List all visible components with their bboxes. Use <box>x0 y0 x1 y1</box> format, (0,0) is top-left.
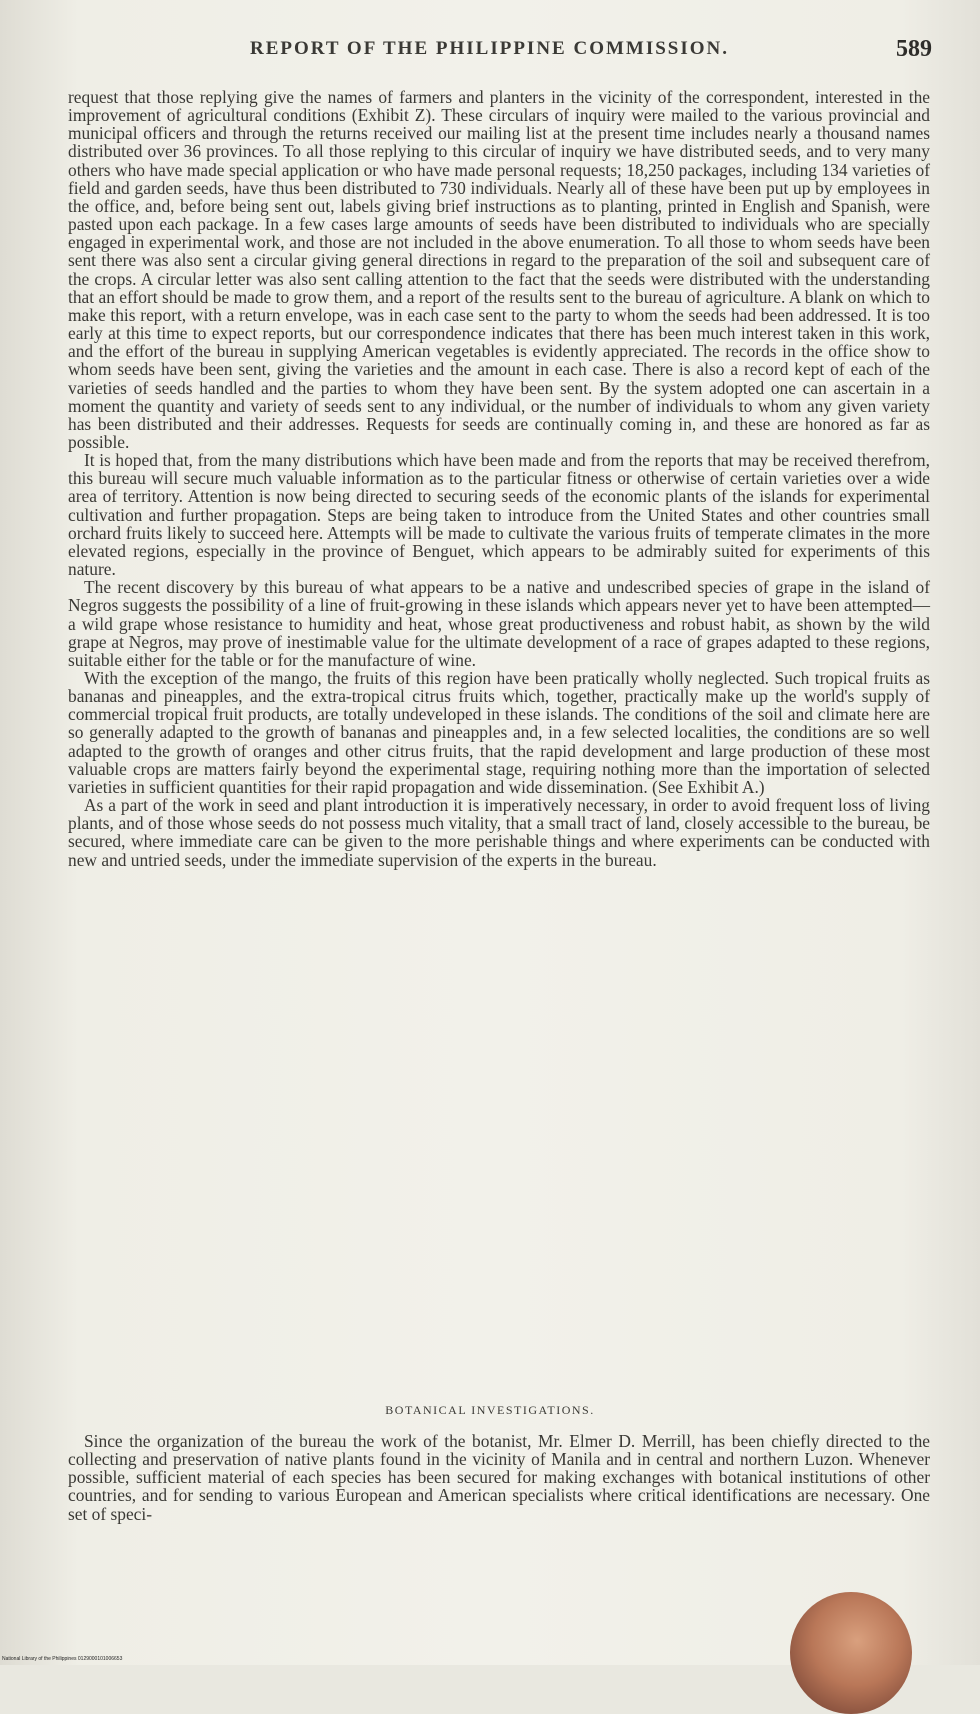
page-number: 589 <box>896 36 932 62</box>
paragraph-expected-results: It is hoped that, from the many distributions which have been made and from the reports that may be received therefrom, this bureau will secure much valuable information as to the particular fitness or otherwise of certain varieties over a wide area of territory. Attention is now being directed to securing seeds of the economic plants of the islands for experimental cultivation and further propagation. Steps are being taken to introduce from the United States and other countries small orchard fruits likely to succeed here. Attempts will be made to cultivate the various fruits of temperate climates in the more elevated regions, especially in the province of Benguet, which appears to be admirably suited for experiments of this nature. <box>68 450 930 580</box>
paragraph-botanist-work: Since the organization of the bureau the work of the botanist, Mr. Elmer D. Merrill, has been chiefly directed to the collecting and preservation of native plants found in the vicinity of Manila and in central and northern Luzon. Whenever possible, sufficient material of each species has been secured for making exchanges with botanical institutions of other countries, and for sending to various European and American specialists where critical identifications are necessary. One set of speci- <box>68 1431 930 1524</box>
paragraph-seed-distribution: request that those replying give the names of farmers and planters in the vicinity of the correspondent, interested in the improvement of agricultural conditions (Exhibit Z). These circulars of inquiry were mailed to the various provincial and municipal officers and through the returns received our mailing list at the present time includes nearly a thousand names distributed over 36 provinces. To all those replying to this circular of inquiry we have distributed seeds, and to very many others who have made special application or who have made personal requests; 18,250 packages, including 134 varieties of field and garden seeds, have thus been distributed to 730 individuals. Nearly all of these have been put up by employees in the office, and, before being sent out, labels giving brief instructions as to planting, printed in English and Spanish, were pasted upon each package. In a few cases large amounts of seeds have been distributed to individuals who are specially engaged in experimental work, and those are not included in the above enumeration. To all those to whom seeds have been sent there was also sent a circular giving general directions in regard to the preparation of the soil and subsequent care of the crops. A circular letter was also sent calling attention to the fact that the seeds were distributed with the understanding that an effort should be made to grow them, and a report of the results sent to the bureau of agriculture. A blank on which to make this report, with a return envelope, was in each case sent to the party to whom the seeds had been addressed. It is too early at this time to expect reports, but our correspondence indicates that there has been much interest taken in this work, and the effort of the bureau in supplying American vegetables is evidently appreciated. The records in the office show to whom seeds have been sent, giving the varieties and the amount in each case. There is also a record kept of each of the varieties of seeds handled and the parties to whom they have been sent. By the system adopted one can ascertain in a moment the quantity and variety of seeds sent to any individual, or the number of individuals to whom any given variety has been distributed and their addresses. Requests for seeds are continually coming in, and these are honored as far as possible. <box>68 87 930 452</box>
paragraph-plant-introduction: As a part of the work in seed and plant introduction it is imperatively necessary, in order to avoid frequent loss of living plants, and of those whose seeds do not possess much vitality, that a small tract of land, closely accessible to the bureau, be secured, where immediate care can be given to the more perishable things and where experiments can be conducted with new and untried seeds, under the immediate supervision of the experts in the bureau. <box>68 795 930 870</box>
main-text <box>68 88 930 869</box>
scan-footer-note: National Library of the Philippines 0129000101006653 <box>2 1656 123 1662</box>
running-title: REPORT OF THE PHILIPPINE COMMISSION. <box>250 38 730 59</box>
section-heading: BOTANICAL INVESTIGATIONS. <box>385 1403 595 1417</box>
paragraph-wild-grape: The recent discovery by this bureau of what appears to be a native and undescribed species of grape in the island of Negros suggests the possibility of a line of fruit-growing in these islands which appears never yet to have been attempted—a wild grape whose resistance to humidity and heat, whose great productiveness and robust habit, as shown by the wild grape at Negros, may prove of inestimable value for the ultimate development of a race of grapes adapted to these regions, suitable either for the table or for the manufacture of wine. <box>68 577 930 670</box>
page-header <box>70 38 940 68</box>
paragraph-tropical-fruits: With the exception of the mango, the fruits of this region have been pratically wholly neglected. Such tropical fruits as bananas and pineapples, and the extra-tropical citrus fruits which, together, practically make up the world's supply of commercial tropical fruit products, are totally undeveloped in these islands. The conditions of the soil and climate here are so generally adapted to the growth of bananas and pineapples and, in a few selected localities, the conditions are so well adapted to the growth of oranges and other citrus fruits, that the rapid development and large production of these most valuable crops are matters fairly beyond the experimental stage, requiring nothing more than the importation of selected varieties in sufficient quantities for their rapid propagation and wide dissemination. (See Exhibit A.) <box>68 668 930 797</box>
section-text <box>68 1432 930 1523</box>
thumb-image <box>790 1592 912 1714</box>
